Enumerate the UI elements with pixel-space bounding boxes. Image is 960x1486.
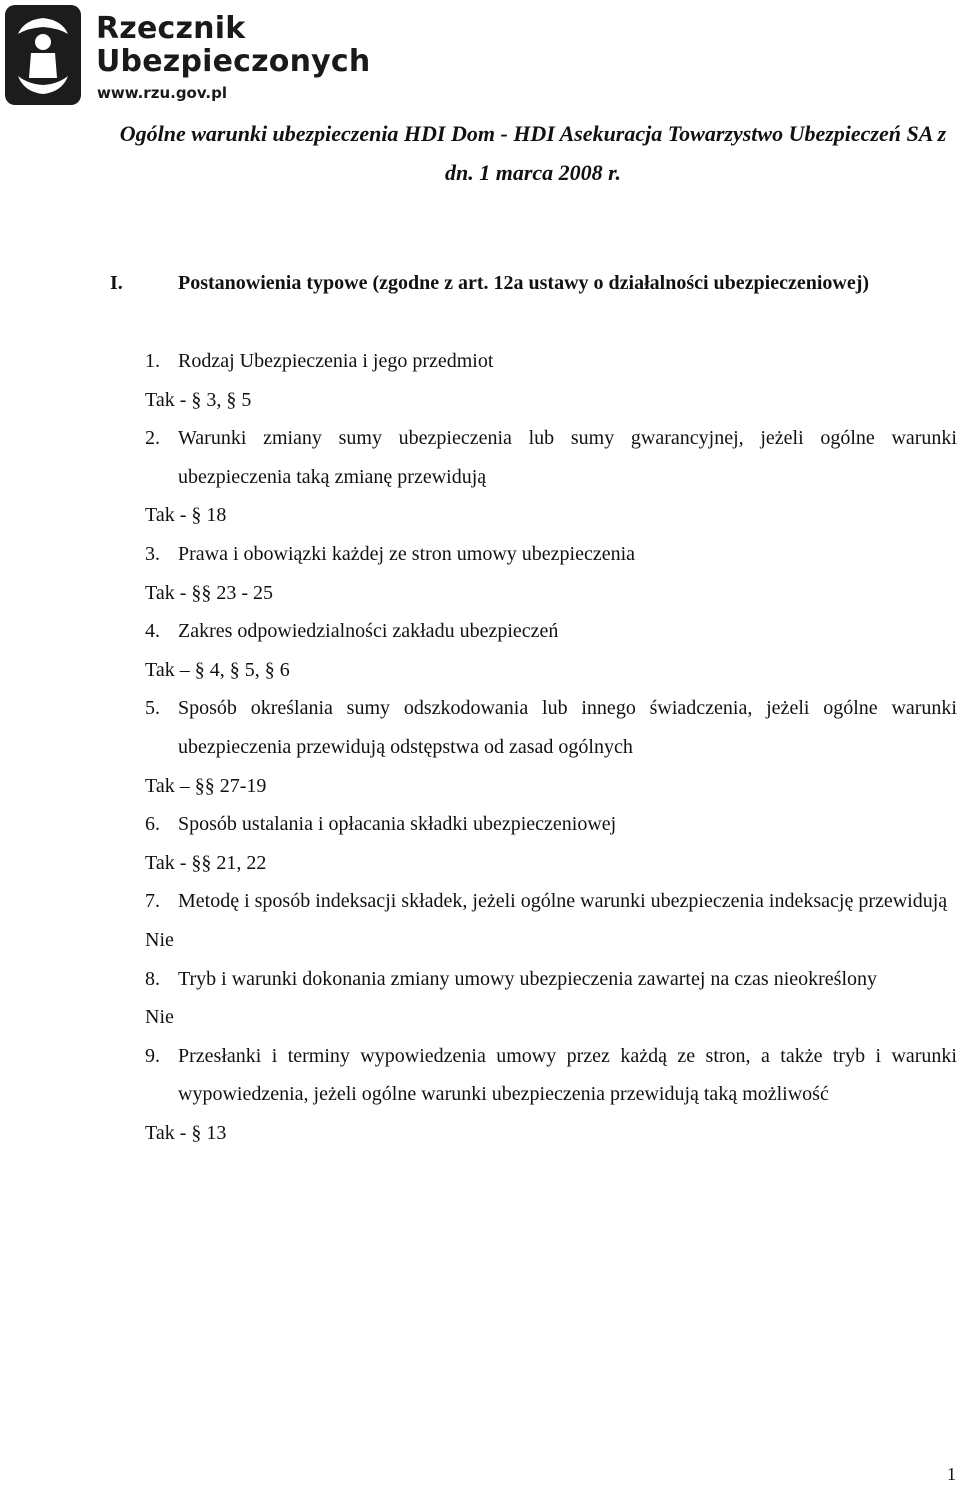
item-answer: Nie xyxy=(145,1006,174,1029)
item-answer: Tak - § 3, § 5 xyxy=(145,388,252,411)
title-line-2: dn. 1 marca 2008 r. xyxy=(444,160,622,185)
item-number: 3. xyxy=(145,542,160,565)
item-answer: Tak - §§ 23 - 25 xyxy=(145,581,274,604)
page-number: 1 xyxy=(947,1464,956,1484)
document-title xyxy=(100,114,960,192)
section-number: I. xyxy=(110,272,123,294)
list-item xyxy=(145,960,957,999)
logo-title-line2: Ubezpieczonych xyxy=(96,44,371,79)
list-item xyxy=(145,342,957,381)
section-heading xyxy=(110,268,960,298)
provisions-list xyxy=(145,342,957,1152)
item-number: 8. xyxy=(145,967,160,990)
logo-url: www.rzu.gov.pl xyxy=(97,84,227,102)
section-title: Postanowienia typowe (zgodne z art. 12a ustawy o działalności ubezpieczeniowej) xyxy=(178,272,870,294)
list-item xyxy=(145,1037,957,1114)
list-item xyxy=(145,805,957,844)
item-answer: Nie xyxy=(145,928,174,951)
item-text: Sposób określania sumy odszkodowania lub innego świadczenia, jeżeli ogólne warunki ubezpieczenia przewidują odstępstwa od zasad ogólnych xyxy=(178,697,957,758)
item-answer: Tak - §§ 21, 22 xyxy=(145,851,267,874)
list-item xyxy=(145,689,957,766)
item-text: Tryb i warunki dokonania zmiany umowy ubezpieczenia zawartej na czas nieokreślony xyxy=(178,967,878,990)
logo-title-line1: Rzecznik xyxy=(96,11,246,46)
item-text: Sposób ustalania i opłacania składki ubezpieczeniowej xyxy=(178,813,617,836)
title-line-1: Ogólne warunki ubezpieczenia HDI Dom - HDI Asekuracja Towarzystwo Ubezpieczeń SA z xyxy=(119,121,947,146)
item-number: 2. xyxy=(145,427,160,450)
list-item xyxy=(145,419,957,496)
list-item xyxy=(145,535,957,574)
item-number: 7. xyxy=(145,890,160,913)
item-text: Prawa i obowiązki każdej ze stron umowy ubezpieczenia xyxy=(178,542,636,565)
item-text: Przesłanki i terminy wypowiedzenia umowy przez każdą ze stron, a także tryb i warunki wypowiedzenia, jeżeli ogólne warunki ubezpieczenia przewidują taką możliwość xyxy=(178,1044,957,1106)
item-text: Warunki zmiany sumy ubezpieczenia lub sumy gwarancyjnej, jeżeli ogólne warunki ubezpieczenia taką zmianę przewidują xyxy=(178,427,957,488)
list-item xyxy=(145,882,957,921)
item-text: Zakres odpowiedzialności zakładu ubezpieczeń xyxy=(178,620,559,643)
item-number: 6. xyxy=(145,813,160,836)
rzu-logo xyxy=(4,4,371,106)
item-number: 5. xyxy=(145,697,160,720)
item-text: Metodę i sposób indeksacji składek, jeżeli ogólne warunki ubezpieczenia indeksację przewidują xyxy=(178,890,948,913)
item-answer: Tak – §§ 27-19 xyxy=(145,774,267,797)
list-item xyxy=(145,612,957,651)
item-number: 4. xyxy=(145,620,160,643)
item-answer: Tak - § 13 xyxy=(145,1121,227,1144)
item-number: 9. xyxy=(145,1044,160,1067)
item-answer: Tak - § 18 xyxy=(145,504,227,527)
hands-person-logo-icon xyxy=(4,4,82,106)
item-text: Rodzaj Ubezpieczenia i jego przedmiot xyxy=(178,350,494,372)
item-number: 1. xyxy=(145,350,160,372)
item-answer: Tak – § 4, § 5, § 6 xyxy=(145,658,290,681)
